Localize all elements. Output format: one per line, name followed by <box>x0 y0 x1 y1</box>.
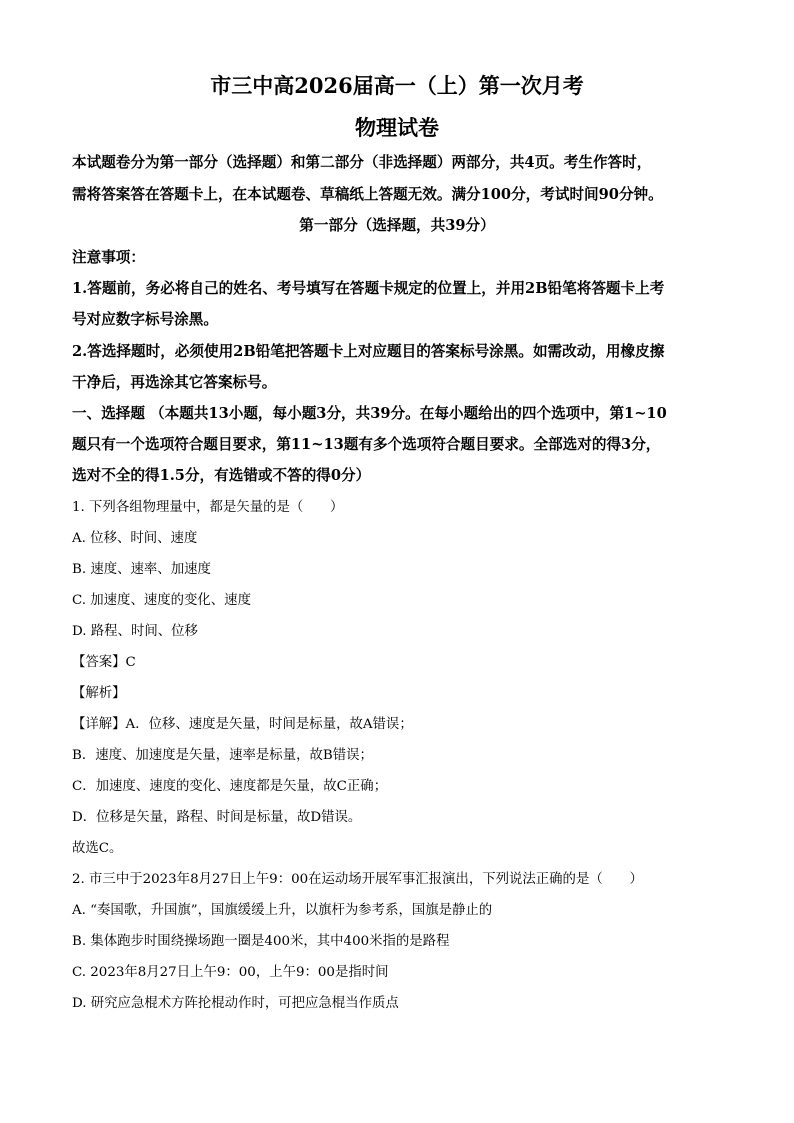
q2-stem: 2. 市三中于2023年8月27日上午9：00在运动场开展军事汇报演出，下列说法正确的是（ ） <box>72 872 643 887</box>
q2-option-c: C. 2023年8月27日上午9：00，上午9：00是指时间 <box>72 965 389 980</box>
intro-line-1: 本试题卷分为第一部分（选择题）和第二部分（非选择题）两部分，共4页。考生作答时， <box>72 154 652 171</box>
q2-option-d: D. 研究应急棍术方阵抡棍动作时，可把应急棍当作质点 <box>72 996 399 1011</box>
intro-line-2: 需将答案答在答题卡上，在本试题卷、草稿纸上答题无效。满分100分，考试时间90分钟。 <box>72 186 663 203</box>
q1-option-b: B. 速度、速率、加速度 <box>72 562 211 577</box>
q1-analysis-label: 【解析】 <box>72 686 126 701</box>
q1-detail-line-1: 【详解】A．位移、速度是矢量，时间是标量，故A错误； <box>72 717 413 732</box>
q1-detail-line-3: C．加速度、速度的变化、速度都是矢量，故C正确； <box>72 779 388 794</box>
note-line-3: 2.答选择题时，必须使用2B铅笔把答题卡上对应题目的答案标号涂黑。如需改动，用橡皮擦 <box>72 343 665 360</box>
q1-option-a: A. 位移、时间、速度 <box>72 531 198 546</box>
q1-option-c: C. 加速度、速度的变化、速度 <box>72 593 251 608</box>
q2-option-a: A. “奏国歌，升国旗”，国旗缓缓上升，以旗杆为参考系，国旗是静止的 <box>72 903 493 918</box>
q1-detail-line-2: B．速度、加速度是矢量，速率是标量，故B错误； <box>72 748 373 763</box>
page-title: 市三中高2026届高一（上）第一次月考 <box>210 73 584 98</box>
q2-option-b: B. 集体跑步时围绕操场跑一圈是400米，其中400米指的是路程 <box>72 934 450 949</box>
q1-answer: 【答案】C <box>72 655 136 670</box>
q1-detail-line-5: 故选C。 <box>72 841 123 856</box>
section1-line-1: 一、选择题 （本题共13小题，每小题3分，共39分。在每小题给出的四个选项中，第1~10 <box>72 405 667 422</box>
note-line-1: 1.答题前，务必将自己的姓名、考号填写在答题卡规定的位置上，并用2B铅笔将答题卡上考 <box>72 280 665 297</box>
part1-heading: 第一部分（选择题，共39分） <box>299 217 495 234</box>
page-subtitle: 物理试卷 <box>355 115 439 140</box>
q1-option-d: D. 路程、时间、位移 <box>72 624 198 639</box>
note-line-2: 号对应数字标号涂黑。 <box>72 311 218 328</box>
q1-detail-line-4: D．位移是矢量，路程、时间是标量，故D错误。 <box>72 810 362 825</box>
note-line-4: 干净后，再选涂其它答案标号。 <box>72 374 277 391</box>
section1-line-2: 题只有一个选项符合题目要求，第11~13题有多个选项符合题目要求。全部选对的得3分， <box>72 436 661 453</box>
notes-heading: 注意事项： <box>72 249 145 266</box>
q1-stem: 1. 下列各组物理量中，都是矢量的是（ ） <box>72 500 344 515</box>
section1-line-3: 选对不全的得1.5分，有选错或不答的得0分） <box>72 467 371 484</box>
